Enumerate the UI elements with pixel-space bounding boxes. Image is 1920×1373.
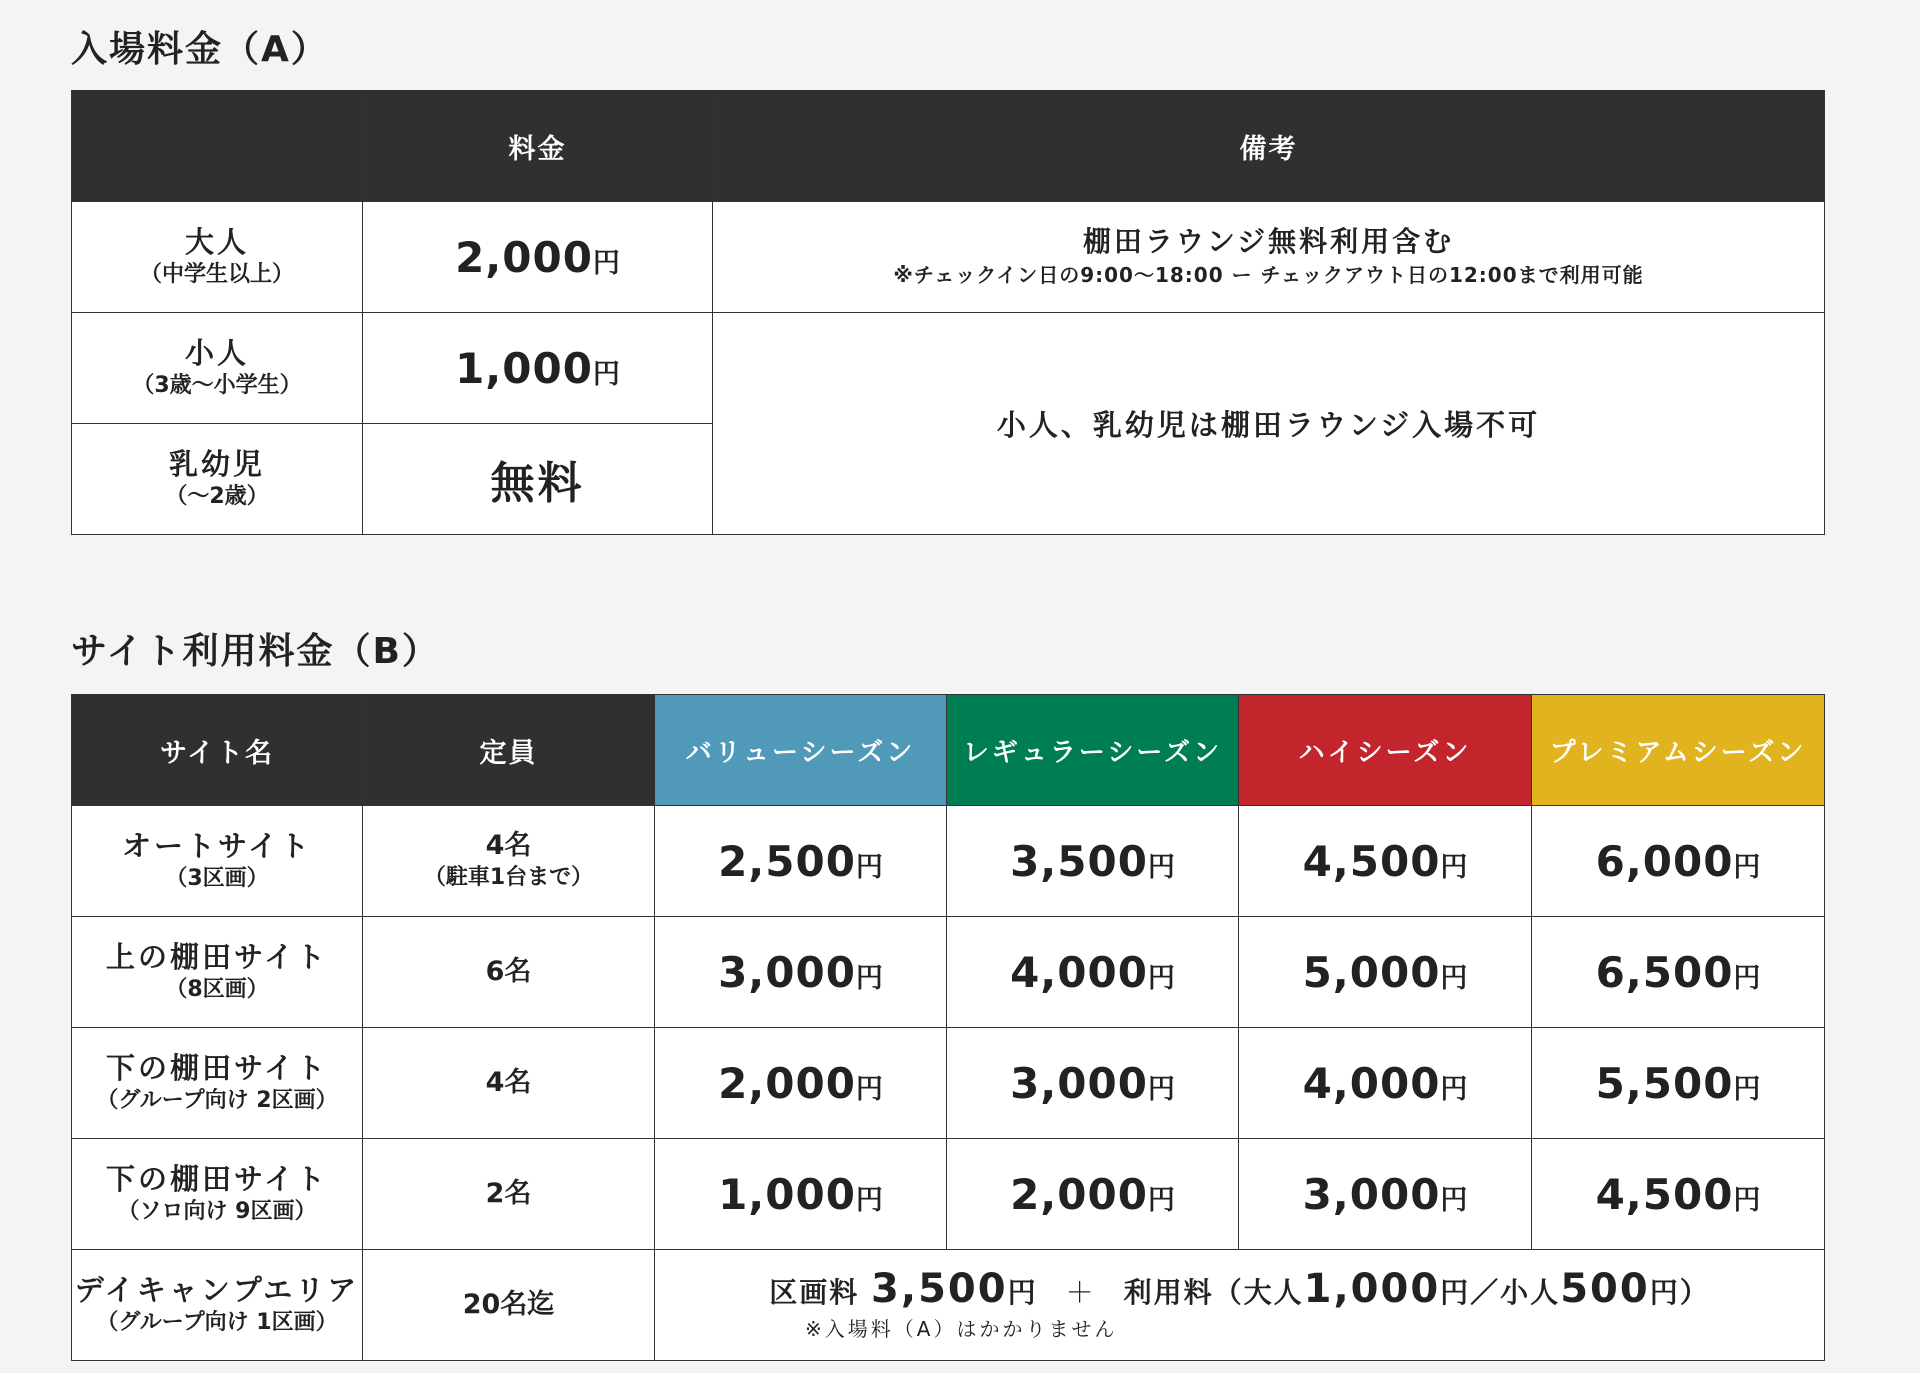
site-name-sub: （3区画） [165, 866, 269, 891]
site-price-unit: 円 [1733, 962, 1761, 994]
site-fee-section [71, 624, 1824, 1361]
site-name: オートサイト [122, 829, 312, 863]
site-name: 下の棚田サイト [106, 1162, 328, 1196]
admission-header-row [72, 91, 1825, 202]
admission-price-unit: 円 [592, 358, 620, 390]
site-row-upper-terrace [72, 917, 1825, 1028]
day-fee-unit: 円 [1007, 1276, 1038, 1309]
day-child-label: ／小人 [1470, 1276, 1561, 1309]
admission-price-free: 無料 [490, 458, 585, 509]
site-row-lower-terrace-solo [72, 1139, 1825, 1250]
lounge-restriction-note: 小人、乳幼児は棚田ラウンジ入場不可 [996, 408, 1541, 442]
site-price-unit: 円 [1440, 1184, 1468, 1216]
site-price-cell [1532, 1139, 1825, 1250]
day-close-paren: ） [1679, 1276, 1710, 1309]
site-price-amount: 3,000 [1010, 1058, 1148, 1108]
site-price-cell [655, 1139, 947, 1250]
site-price-unit: 円 [855, 851, 883, 883]
site-name-sub: （グループ向け 1区画） [96, 1310, 338, 1335]
site-capacity: 2名 [485, 1178, 532, 1209]
admission-label-sub: （中学生以上） [139, 262, 294, 287]
site-price-cell [1532, 917, 1825, 1028]
site-name-cell [72, 1250, 363, 1361]
day-camp-fee-line [655, 1267, 1824, 1315]
site-price-cell [1532, 1028, 1825, 1139]
site-name-sub: （ソロ向け 9区画） [117, 1199, 317, 1224]
site-price-amount: 4,500 [1595, 1169, 1734, 1219]
day-child-amount: 500 [1560, 1266, 1650, 1312]
site-capacity-cell [363, 917, 655, 1028]
admission-row-child [72, 313, 1825, 424]
site-price-unit: 円 [1147, 851, 1175, 883]
site-capacity-cell [363, 1139, 655, 1250]
day-adult-amount: 1,000 [1303, 1266, 1441, 1312]
site-price-unit: 円 [1147, 1073, 1175, 1105]
site-price-amount: 4,500 [1302, 836, 1441, 886]
site-capacity: 6名 [485, 956, 532, 987]
site-fee-table [71, 694, 1825, 1361]
site-header-capacity: 定員 [363, 695, 655, 806]
site-capacity-cell [363, 1028, 655, 1139]
site-name-sub: （8区画） [165, 977, 269, 1002]
site-capacity-cell [363, 806, 655, 917]
site-row-lower-terrace-group [72, 1028, 1825, 1139]
site-name-sub: （グループ向け 2区画） [96, 1088, 338, 1113]
site-price-unit: 円 [855, 1073, 883, 1105]
site-name: 下の棚田サイト [106, 1051, 328, 1085]
day-child-unit: 円 [1649, 1276, 1680, 1309]
site-price-cell [947, 1139, 1239, 1250]
site-price-amount: 3,000 [1302, 1169, 1441, 1219]
site-price-amount: 1,000 [718, 1169, 856, 1219]
admission-table [71, 90, 1825, 535]
site-price-amount: 5,000 [1302, 947, 1441, 997]
day-camp-note: ※入場料（A）はかかりません [805, 1317, 1118, 1341]
site-price-cell [1239, 1028, 1532, 1139]
day-camp-fee-cell [655, 1250, 1825, 1361]
site-price-amount: 2,000 [718, 1058, 856, 1108]
season-header-premium: プレミアムシーズン [1532, 695, 1825, 806]
day-fee-amount: 3,500 [871, 1266, 1008, 1312]
lounge-note-hours: ※チェックイン日の9:00〜18:00 ー チェックアウト日の12:00まで利用可能 [893, 263, 1644, 287]
site-price-cell [1532, 806, 1825, 917]
admission-row-adult [72, 202, 1825, 313]
site-name-cell [72, 917, 363, 1028]
site-name: デイキャンプエリア [74, 1273, 360, 1307]
day-adult-unit: 円 [1440, 1276, 1471, 1309]
site-price-amount: 2,500 [718, 836, 856, 886]
site-row-day-camp [72, 1250, 1825, 1361]
site-price-amount: 3,000 [718, 947, 856, 997]
site-price-amount: 6,500 [1595, 947, 1734, 997]
site-price-cell [655, 1028, 947, 1139]
site-header-name: サイト名 [72, 695, 363, 806]
admission-price-unit: 円 [592, 247, 620, 279]
site-capacity-sub: （駐車1台まで） [423, 865, 594, 890]
site-price-amount: 4,000 [1302, 1058, 1441, 1108]
site-price-cell [655, 806, 947, 917]
admission-label-cell [72, 313, 363, 424]
site-price-cell [1239, 917, 1532, 1028]
admission-price-cell [363, 202, 713, 313]
day-use-label: 利用料（大人 [1123, 1276, 1304, 1309]
admission-price-cell [363, 424, 713, 535]
admission-label-sub: （〜2歳） [165, 484, 269, 509]
site-capacity: 20名迄 [462, 1289, 555, 1320]
site-price-unit: 円 [855, 1184, 883, 1216]
admission-title: 入場料金（A） [71, 29, 329, 70]
site-price-unit: 円 [1440, 962, 1468, 994]
admission-header-price: 料金 [363, 91, 713, 202]
site-name: 上の棚田サイト [106, 940, 328, 974]
plus-sign: ＋ [1065, 1276, 1096, 1309]
site-header-row [72, 695, 1825, 806]
site-name-cell [72, 1139, 363, 1250]
admission-price-amount: 2,000 [455, 232, 593, 282]
site-price-unit: 円 [1147, 962, 1175, 994]
admission-label-cell [72, 202, 363, 313]
admission-note-cell [713, 202, 1825, 313]
site-name-cell [72, 806, 363, 917]
season-header-regular: レギュラーシーズン [947, 695, 1239, 806]
admission-section [71, 22, 1824, 535]
site-price-unit: 円 [1733, 1184, 1761, 1216]
site-price-cell [947, 1028, 1239, 1139]
site-price-amount: 6,000 [1595, 836, 1734, 886]
site-price-cell [1239, 806, 1532, 917]
site-capacity: 4名 [485, 830, 532, 861]
admission-label-cell [72, 424, 363, 535]
admission-price-amount: 1,000 [455, 343, 593, 393]
site-name-cell [72, 1028, 363, 1139]
admission-label-sub: （3歳〜小学生） [132, 373, 302, 398]
site-price-unit: 円 [1440, 1073, 1468, 1105]
site-price-amount: 3,500 [1010, 836, 1148, 886]
lounge-note: 棚田ラウンジ無料利用含む [1082, 225, 1455, 258]
site-price-unit: 円 [855, 962, 883, 994]
admission-label: 大人 [184, 225, 249, 259]
site-price-unit: 円 [1440, 851, 1468, 883]
site-price-unit: 円 [1733, 1073, 1761, 1105]
site-price-cell [655, 917, 947, 1028]
site-fee-title: サイト利用料金（B） [71, 631, 440, 672]
site-row-auto [72, 806, 1825, 917]
admission-note-cell [713, 313, 1825, 535]
site-price-amount: 4,000 [1010, 947, 1148, 997]
site-capacity-cell [363, 1250, 655, 1361]
site-capacity: 4名 [485, 1067, 532, 1098]
admission-label: 乳幼児 [168, 447, 265, 481]
admission-header-note: 備考 [713, 91, 1825, 202]
season-header-value: バリューシーズン [655, 695, 947, 806]
season-header-high: ハイシーズン [1239, 695, 1532, 806]
day-fee-label: 区画料 [769, 1276, 860, 1309]
site-price-unit: 円 [1147, 1184, 1175, 1216]
admission-price-cell [363, 313, 713, 424]
admission-label: 小人 [184, 336, 249, 370]
site-price-cell [1239, 1139, 1532, 1250]
site-price-cell [947, 917, 1239, 1028]
admission-header-label [72, 91, 363, 202]
site-price-amount: 2,000 [1010, 1169, 1148, 1219]
site-price-amount: 5,500 [1595, 1058, 1734, 1108]
site-price-unit: 円 [1733, 851, 1761, 883]
site-price-cell [947, 806, 1239, 917]
